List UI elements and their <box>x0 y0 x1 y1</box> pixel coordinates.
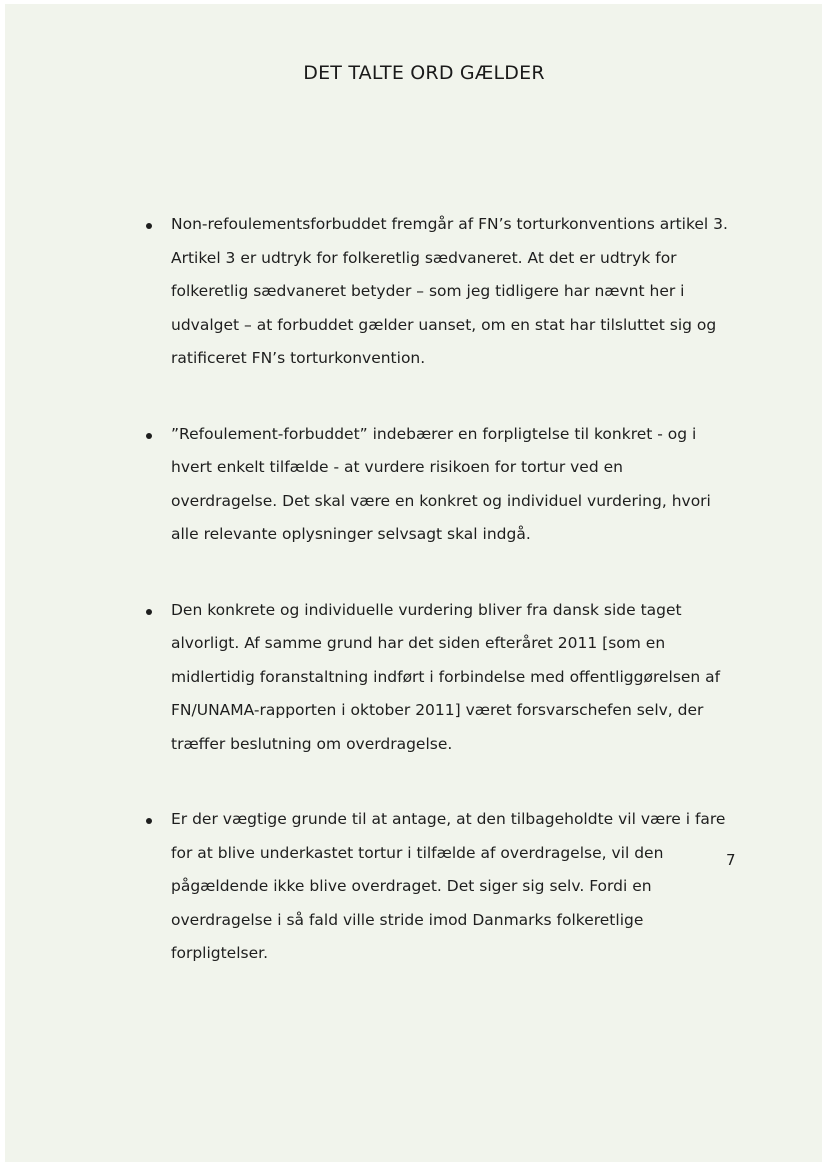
bullet-item <box>5 803 731 971</box>
page-title: DET TALTE ORD GÆLDER <box>303 62 545 84</box>
bullet-item <box>5 418 731 552</box>
bullet-list <box>5 208 822 1013</box>
page-number: 7 <box>726 851 736 869</box>
bullet-dot-icon <box>146 818 152 824</box>
bullet-dot-icon <box>146 223 152 229</box>
bullet-text: Er der vægtige grunde til at antage, at den tilbageholdte vil være i fare for at blive underkastet tortur i tilfælde af overdragelse, vil den pågældende ikke blive overdraget. Det siger sig selv. Fordi en overdragelse i så fald ville stride imod Danmarks folkeretlige forpligtelser. <box>171 810 726 962</box>
bullet-item <box>5 594 731 762</box>
bullet-text: Non-refoulementsforbuddet fremgår af FN’s torturkonventions artikel 3. Artikel 3 er udtryk for folkeretlig sædvaneret. At det er udtryk for folkeretlig sædvaneret betyder – som jeg tidligere har nævnt her i udvalget – at forbuddet gælder uanset, om en stat har tilsluttet sig og ratificeret FN’s torturkonvention. <box>171 215 728 367</box>
document-page <box>5 4 822 1162</box>
bullet-text: Den konkrete og individuelle vurdering bliver fra dansk side taget alvorligt. Af samme grund har det siden efteråret 2011 [som en midlertidig foranstaltning indført i forbindelse med offentliggørelsen af FN/UNAMA-rapporten i oktober 2011] været forsvarschefen selv, der træffer beslutning om overdragelse. <box>171 600 721 753</box>
bullet-dot-icon <box>146 433 152 439</box>
bullet-item <box>5 208 731 376</box>
bullet-dot-icon <box>146 609 152 615</box>
bullet-text: ”Refoulement-forbuddet” indebærer en forpligtelse til konkret - og i hvert enkelt tilfælde - at vurdere risikoen for tortur ved en overdragelse. Det skal være en konkret og individuel vurdering, hvori alle relevante oplysninger selvsagt skal indgå. <box>171 424 711 543</box>
